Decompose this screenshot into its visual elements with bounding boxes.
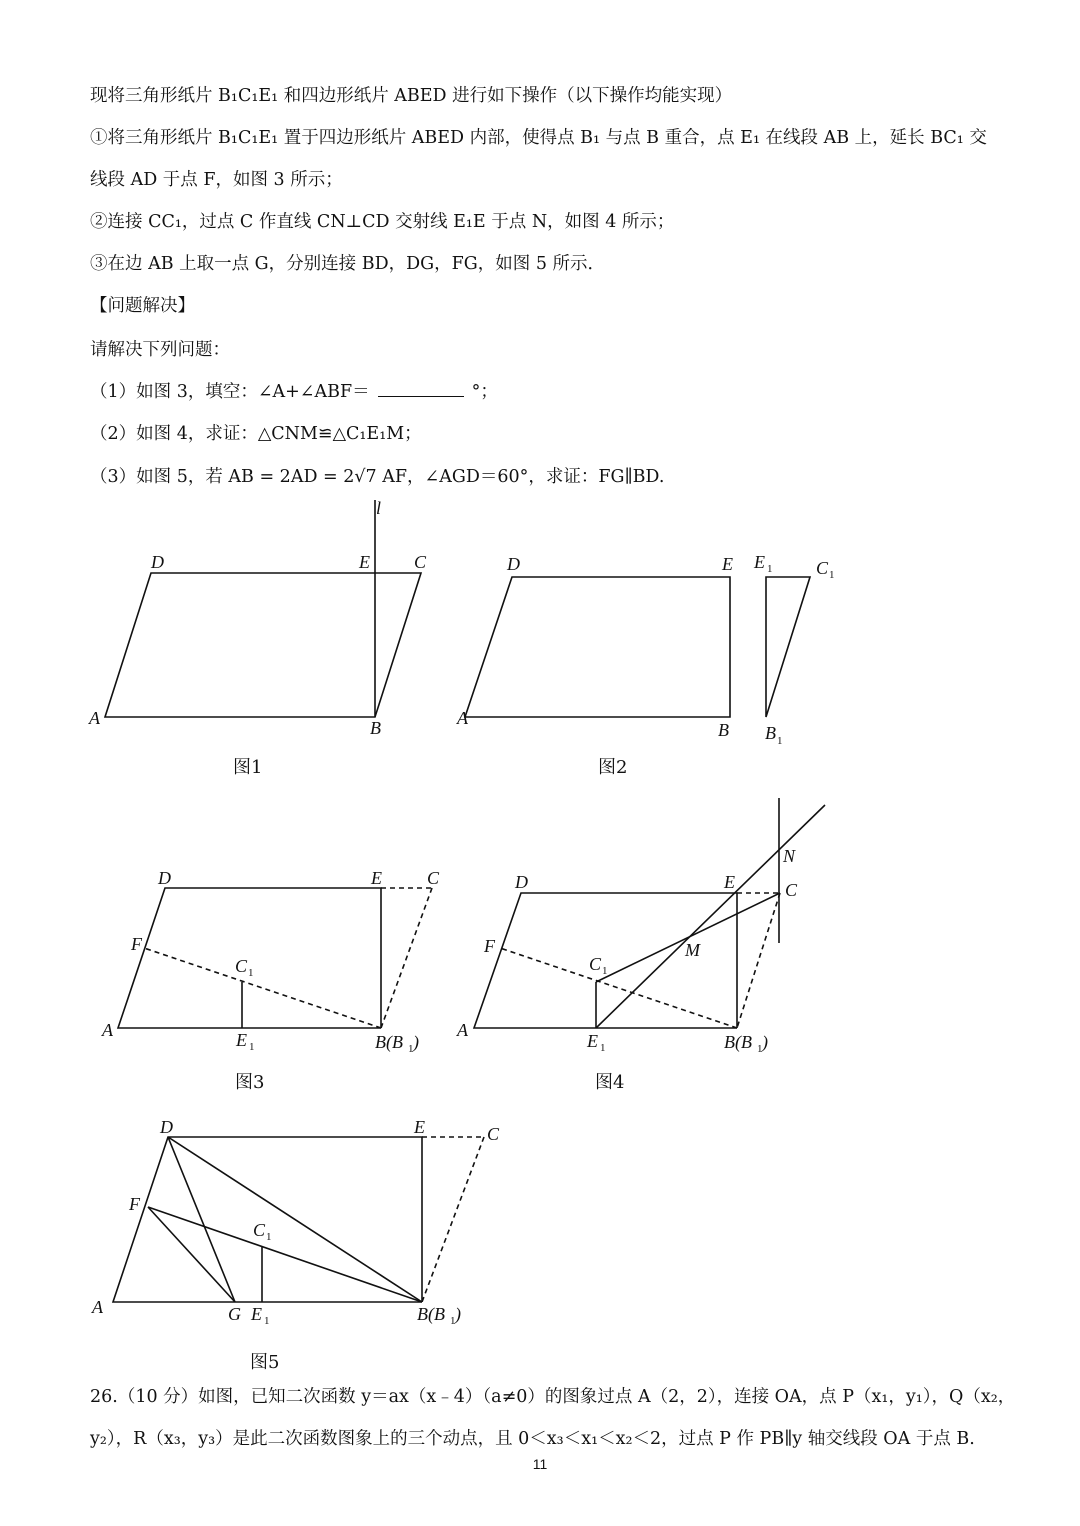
svg-text:1: 1 (249, 1041, 255, 1053)
fig5-label-a: A (92, 1297, 103, 1317)
degree-suffix: °； (471, 382, 498, 402)
fig3-label-a: A (102, 1020, 113, 1040)
svg-text:1: 1 (757, 1043, 763, 1055)
fig5-bd (168, 1137, 422, 1302)
step-1-line-a: ①将三角形纸片 B₁C₁E₁ 置于四边形纸片 ABED 内部，使得点 B₁ 与点 B 重合，点 E₁ 在线段 AB 上，延长 BC₁ 交 (90, 128, 987, 148)
fig5-bf (148, 1207, 422, 1302)
fig4-label-d: D (515, 872, 528, 892)
svg-text:1: 1 (602, 965, 608, 977)
fig2-caption: 图2 (598, 757, 628, 778)
svg-text:1: 1 (450, 1315, 456, 1327)
question-26-line-b: y₂），R（x₃，y₃）是此二次函数图象上的三个动点，且 0＜x₃＜x₁＜x₂＜2，过点 P 作 PB∥y 轴交线段 OA 于点 B. (90, 1429, 975, 1449)
fig4-label-bb1: B(B (724, 1032, 752, 1052)
figure-3 (118, 888, 432, 1028)
fig5-label-f: F (129, 1194, 140, 1214)
fig1-label-l: l (376, 498, 382, 518)
fig3-label-e1: E (236, 1030, 247, 1050)
svg-text:1: 1 (266, 1231, 272, 1243)
fig5-label-e: E (414, 1117, 425, 1137)
fig5-label-bb1: B(B (417, 1304, 445, 1324)
step-3-line: ③在边 AB 上取一点 G，分别连接 BD，DG，FG，如图 5 所示． (90, 254, 606, 274)
intro-line: 现将三角形纸片 B₁C₁E₁ 和四边形纸片 ABED 进行如下操作（以下操作均能实现） (90, 86, 733, 106)
fig5-label-e1: E (251, 1304, 262, 1324)
fig4-caption: 图4 (595, 1072, 625, 1093)
fig1-label-b: B (370, 718, 381, 738)
svg-text:1: 1 (767, 563, 773, 575)
fig4-ray-e1e (596, 805, 825, 1028)
svg-text:): ) (455, 1304, 461, 1324)
fig4-label-m: M (685, 940, 700, 960)
fig1-label-d: D (151, 552, 164, 572)
fig2-label-c1: C (816, 558, 829, 578)
fig3-shape (118, 888, 381, 1028)
fig5-label-d: D (160, 1117, 173, 1137)
fig1-label-e: E (359, 552, 370, 572)
fig4-label-n: N (783, 846, 796, 866)
svg-text:1: 1 (777, 735, 783, 747)
fig3-label-d: D (158, 868, 171, 888)
fig4-shape (474, 893, 737, 1028)
fig3-bf-dashed (144, 948, 381, 1028)
fig1-caption: 图1 (233, 757, 263, 778)
question-1-text: （1）如图 3，填空：∠A+∠ABF＝ (90, 382, 370, 402)
fig2-parallelogram (465, 577, 730, 717)
fig4-label-c: C (785, 880, 798, 900)
fig5-label-c: C (487, 1124, 500, 1144)
fig4-label-c1: C (589, 954, 602, 974)
svg-text:1: 1 (248, 967, 254, 979)
fig5-label-g: G (228, 1304, 241, 1324)
section-heading: 【问题解决】 (90, 296, 195, 316)
fig2-label-e1: E (754, 552, 765, 572)
figure-5 (113, 1137, 484, 1302)
fig3-label-e: E (371, 868, 382, 888)
svg-text:1: 1 (408, 1043, 414, 1055)
svg-text:): ) (413, 1032, 419, 1052)
fig3-caption: 图3 (235, 1072, 265, 1093)
fig2-label-a: A (457, 708, 468, 728)
fig1-label-c: C (414, 552, 427, 572)
fig3-label-c1: C (235, 956, 248, 976)
question-3: （3）如图 5，若 AB = 2AD = 2√7 AF，∠AGD＝60°，求证：FG∥BD. (90, 467, 665, 487)
figure-4 (474, 798, 825, 1028)
step-1-line-b: 线段 AD 于点 F，如图 3 所示； (90, 170, 343, 190)
page-number: 11 (532, 1456, 548, 1472)
fig2-label-b: B (718, 720, 729, 740)
fig5-dg (168, 1137, 235, 1302)
fig1-label-a: A (89, 708, 100, 728)
svg-text:1: 1 (829, 569, 835, 581)
fig3-label-c: C (427, 868, 440, 888)
fig4-label-f: F (484, 936, 495, 956)
fig2-triangle (766, 577, 810, 717)
instruction-line: 请解决下列问题： (90, 340, 230, 360)
fig3-label-f: F (131, 934, 142, 954)
figure-2 (465, 577, 810, 717)
svg-text:1: 1 (264, 1315, 270, 1327)
fig2-label-d: D (507, 554, 520, 574)
fig3-label-bb1: B(B (375, 1032, 403, 1052)
svg-text:): ) (762, 1032, 768, 1052)
fig4-label-e: E (724, 872, 735, 892)
step-2-line: ②连接 CC₁，过点 C 作直线 CN⊥CD 交射线 E₁E 于点 N，如图 4 所示； (90, 212, 675, 232)
question-26-line-a: 26.（10 分）如图，已知二次函数 y＝ax（x﹣4）（a≠0）的图象过点 A（2，2），连接 OA，点 P（x₁，y₁），Q（x₂， (90, 1387, 1016, 1407)
fig4-label-a: A (457, 1020, 468, 1040)
fig4-label-e1: E (587, 1031, 598, 1051)
fig2-label-e: E (722, 554, 733, 574)
fig1-parallelogram (105, 573, 421, 717)
fig5-label-c1: C (253, 1220, 266, 1240)
fig5-caption: 图5 (250, 1352, 280, 1373)
svg-text:1: 1 (600, 1042, 606, 1054)
figure-1 (105, 500, 421, 717)
question-2: （2）如图 4，求证：△CNM≌△C₁E₁M； (90, 424, 422, 444)
fig2-label-b1: B (765, 723, 776, 743)
